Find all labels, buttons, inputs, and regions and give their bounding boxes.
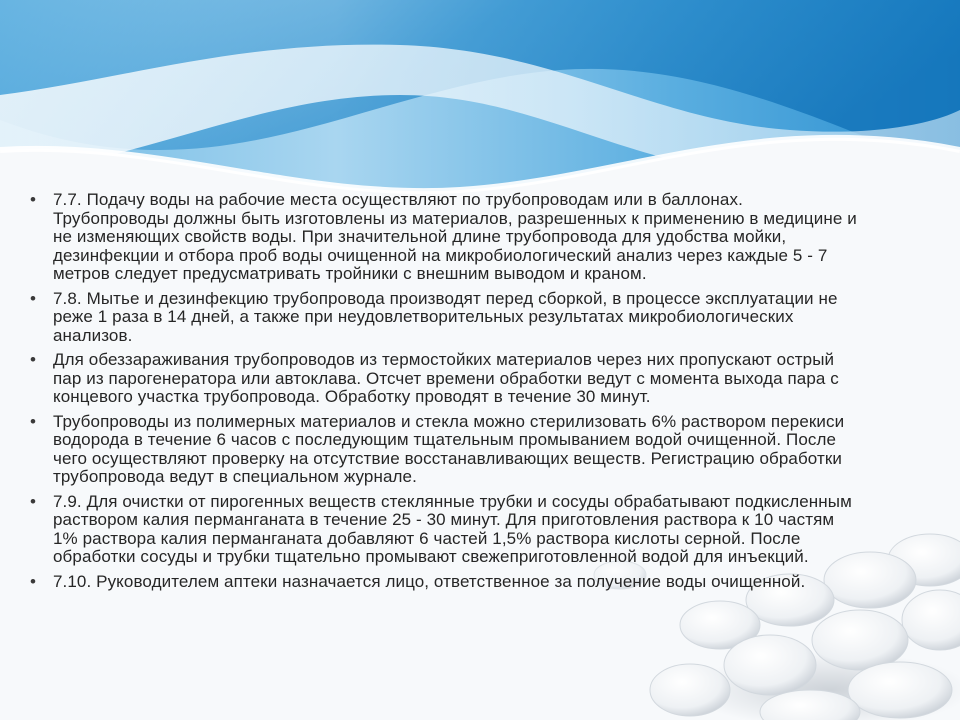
bullet-item — [30, 573, 860, 592]
bullet-text: 7.8. Мытье и дезинфекцию трубопровода производят перед сборкой, в процессе эксплуатации не реже 1 раза в 14 дней, а также при неудовлетворительных результатах микробиологических анализов. — [53, 288, 838, 345]
bullet-text: 7.9. Для очистки от пирогенных веществ стеклянные трубки и сосуды обрабатывают подкисленным раствором калия перманганата в течение 25 - 30 минут. Для приготовления раствора к 10 частям 1% раствора калия перманганата добавляют 6 частей 1,5% раствора кислоты серной. После обработки сосуды и трубки тщательно промывают свежеприготовленной водой для инъекций. — [53, 491, 852, 566]
bullet-list — [30, 191, 860, 591]
bullet-item — [30, 493, 860, 567]
tablet — [902, 590, 960, 650]
bullet-icon: • — [30, 411, 37, 431]
bullet-item — [30, 351, 860, 407]
tablet — [848, 662, 952, 718]
bullet-icon: • — [30, 288, 37, 308]
bullet-icon: • — [30, 571, 37, 591]
bullet-text: 7.10. Руководителем аптеки назначается лицо, ответственное за получение воды очищенной. — [53, 571, 806, 591]
bullet-icon: • — [30, 190, 37, 209]
bullet-text: Для обеззараживания трубопроводов из термостойких материалов через них пропускают острый пар из парогенератора или автоклава. Отсчет времени обработки ведут с момента выхода пара с концевого участка трубопровода. Обработку проводят в течение 30 минут. — [53, 350, 839, 406]
bullet-icon: • — [30, 491, 37, 511]
bullet-icon: • — [30, 350, 37, 369]
tablet — [650, 664, 730, 716]
bullet-item — [30, 290, 860, 346]
bullet-text: Трубопроводы из полимерных материалов и стекла можно стерилизовать 6% раствором перекиси водорода в течение 6 часов с последующим тщательным промыванием водой очищенной. После чего осуществляют проверку на отсутствие восстанавливающих веществ. Регистрацию обработки трубопровода ведут в специальном журнале. — [53, 411, 845, 486]
bullet-text: 7.7. Подачу воды на рабочие места осуществляют по трубопроводам или в баллонах. Трубопроводы должны быть изготовлены из материалов, разрешенных к применению в медицине и не изменяющих свойств воды. При значительной длине трубопровода для удобства мойки, дезинфекции и отбора проб воды очищенной на микробиологический анализ через каждые 5 - 7 метров следует предусматривать тройники с внешним выводом и краном. — [53, 190, 857, 283]
bullet-item — [30, 191, 860, 284]
slide-body — [30, 191, 860, 597]
tablet — [812, 610, 908, 670]
tablet — [724, 635, 816, 695]
bullet-item — [30, 413, 860, 487]
